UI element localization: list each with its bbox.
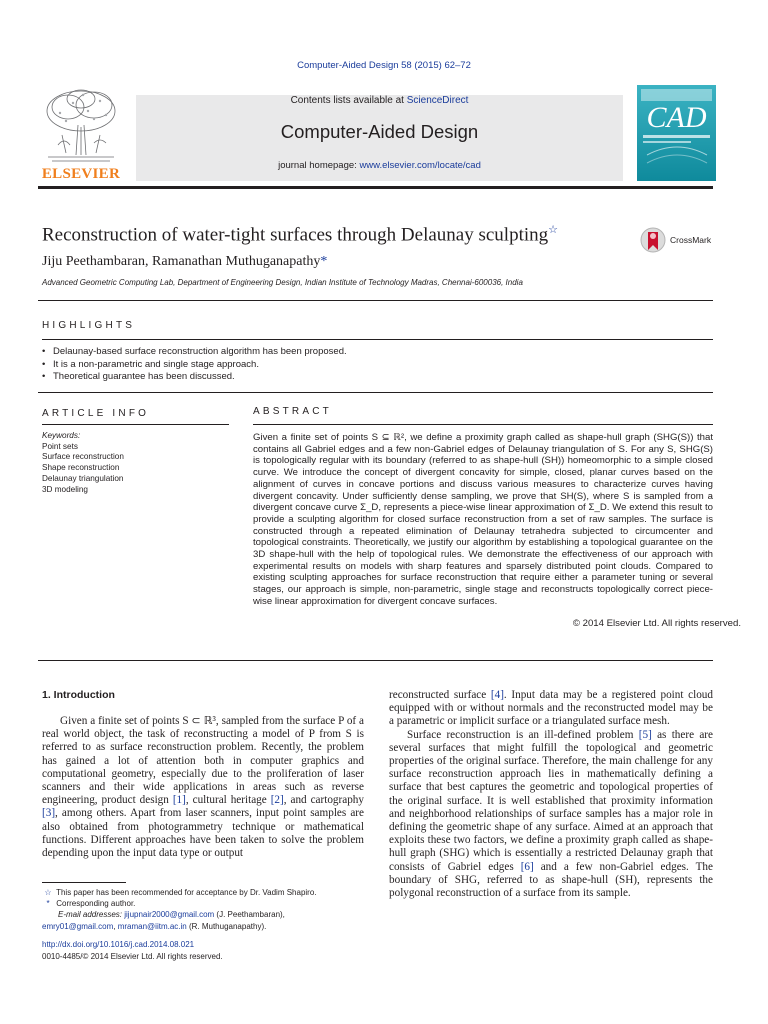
abstract-bottom-rule xyxy=(38,660,713,661)
elsevier-logo xyxy=(38,85,124,183)
abstract-text: Given a finite set of points S ⊆ ℝ², we define a proximity graph called as shape-hull graph (SHG(S)) that contains all Gabriel edges and a few non-Gabriel edges of Delaunay triangulation of S. For any S, SHG(S) is topologically regular with its boundary (referred to as shape-hull (SH)) homeomorphic to a simple closed curve. We introduce the concept of divergent concavity for simple, closed, planar curves based on the alignment of curves in concave portions and discuss various measures to characterize curves having divergent concavity. Under sufficiently dense sampling, we prove that SH(S), where S is sampled from a divergent concave curve Σ_D, represents a piece-wise linear approximation of Σ_D. We extend this result to provide a sculpting algorithm for closed surface reconstruction from a set of raw samples. The surface is constructed through a repeated elimination of Delaunay tetrahedra subjected to circumcenter and topological constraints. Theoretically, we justify our algorithm by establishing a topological guarantee on the 3D shape-hull with the help of topological rules. We demonstrate the effectiveness of our approach with experimental results on models with sharp features and sparsely distributed point clouds. Compared to existing sculpting approaches for surface reconstruction that require either a parameter tuning or several stages, our approach is simple, non-parametric, single stage and reconstructs topologically correct piece-wise linear approximation for divergent concave surfaces. xyxy=(253,432,713,607)
bullet-icon: • xyxy=(42,346,46,357)
reference-link[interactable]: [1] xyxy=(172,794,186,807)
body-column-right xyxy=(389,689,713,900)
journal-cover xyxy=(637,85,716,181)
title-footnote-marker[interactable]: ☆ xyxy=(548,224,559,236)
highlight-item: • It is a non-parametric and single stage approach. xyxy=(42,358,259,370)
doi-link[interactable]: http://dx.doi.org/10.1016/j.cad.2014.08.021 xyxy=(42,940,195,949)
header-rule xyxy=(38,186,713,189)
highlights-list xyxy=(42,346,712,384)
crossmark-icon xyxy=(640,226,666,254)
abstract-copyright: © 2014 Elsevier Ltd. All rights reserved. xyxy=(572,618,741,629)
sciencedirect-link[interactable]: ScienceDirect xyxy=(406,95,469,106)
journal-homepage-line xyxy=(136,160,623,171)
footnote-symbol: * xyxy=(46,899,50,909)
footnote-emails: E-mail addresses: jijupnair2000@gmail.com (J. Peethambaran), xyxy=(58,910,285,920)
reference-link[interactable]: [3] xyxy=(42,807,56,820)
reference-link[interactable]: [4] xyxy=(490,689,504,701)
keyword: Point sets xyxy=(42,441,78,451)
highlight-item: • Delaunay-based surface reconstruction algorithm has been proposed. xyxy=(42,346,347,357)
footnotes xyxy=(42,887,372,932)
body-column-left xyxy=(42,715,364,860)
highlights-rule xyxy=(42,339,713,340)
authors xyxy=(42,254,327,270)
article-info-rule xyxy=(42,424,229,425)
crossmark-label: CrossMark xyxy=(670,235,712,245)
keywords-label: Keywords: xyxy=(42,431,81,440)
keywords xyxy=(42,431,232,495)
crossmark-badge[interactable] xyxy=(640,226,720,254)
abstract-rule xyxy=(253,424,713,425)
paper-title xyxy=(42,223,558,246)
highlight-item: • Theoretical guarantee has been discussed. xyxy=(42,371,235,382)
section-heading-introduction: 1. Introduction xyxy=(42,689,115,701)
tree-icon xyxy=(38,85,124,165)
highlights-bottom-rule xyxy=(38,392,713,393)
journal-masthead xyxy=(136,95,623,181)
bullet-icon: • xyxy=(42,358,46,370)
bullet-icon: • xyxy=(42,371,46,382)
keyword: 3D modeling xyxy=(42,484,88,494)
footnote-emails-cont: emry01@gmail.com, mraman@iitm.ac.in (R. Muthuganapathy). xyxy=(42,921,267,931)
reference-link[interactable]: [5] xyxy=(638,728,652,741)
keyword: Shape reconstruction xyxy=(42,463,120,473)
article-info-heading: ARTICLE INFO xyxy=(42,408,150,419)
contents-line xyxy=(136,95,623,106)
keyword: Delaunay triangulation xyxy=(42,473,124,483)
email-link[interactable]: jijupnair2000@gmail.com xyxy=(124,910,215,920)
abstract-heading: ABSTRACT xyxy=(253,406,332,417)
author-names: Jiju Peethambaran, Ramanathan Muthuganapathy xyxy=(42,254,321,269)
title-rule xyxy=(38,300,713,301)
reference-link[interactable]: [2] xyxy=(270,794,284,807)
paragraph: Given a finite set of points S ⊂ ℝ³, sampled from the surface P of a real world object, the task of reconstructing a model of P from S is referred to as surface reconstruction problem. Recently, the problem has gained a lot of attention both in computer graphics and computational geometry, especially due to the proliferation of laser scanners and their wide applications in areas such as reverse engineering, product design [1], cultural heritage [2], and cartography [3], among others. Apart from laser scanners, input point samples are also obtained from photogrammetry technique or mathematical functions. Different approaches have been taken to solve the problem depending upon the input data type or output xyxy=(42,715,364,860)
author-footnote-marker[interactable]: * xyxy=(320,254,328,269)
publisher-name: ELSEVIER xyxy=(41,166,121,182)
email-link[interactable]: emry01@gmail.com xyxy=(42,921,114,931)
journal-name: Computer-Aided Design xyxy=(280,121,479,142)
homepage-prefix: journal homepage: xyxy=(278,160,360,171)
journal-citation[interactable]: Computer-Aided Design 58 (2015) 62–72 xyxy=(297,60,471,71)
footnote: ☆ This paper has been recommended for acceptance by Dr. Vadim Shapiro. xyxy=(42,887,372,898)
keyword: Surface reconstruction xyxy=(42,452,124,462)
cover-title: CAD xyxy=(646,101,707,134)
reference-link[interactable]: [6] xyxy=(520,860,534,873)
footnote-rule xyxy=(42,882,126,883)
paragraph: reconstructed surface [4]. Input data may be a registered point cloud equipped with or without normals and the reconstructed model may be a parametric or implicit surface or a triangulated surface mesh. xyxy=(389,689,713,728)
email-link[interactable]: mraman@iitm.ac.in xyxy=(117,921,187,931)
title-text: Reconstruction of water-tight surfaces through Delaunay sculpting xyxy=(42,224,549,246)
highlights-heading: HIGHLIGHTS xyxy=(42,320,136,331)
contents-prefix: Contents lists available at xyxy=(290,95,407,106)
affiliation: Advanced Geometric Computing Lab, Department of Engineering Design, Indian Institute of Technology Madras, Chennai-600036, India xyxy=(42,278,523,287)
journal-homepage-link[interactable]: www.elsevier.com/locate/cad xyxy=(359,160,481,171)
footnote-symbol: ☆ xyxy=(44,888,52,897)
paragraph: Surface reconstruction is an ill-defined problem [5] as there are several surfaces that might fulfill the topological and geometric properties of the original surface. Therefore, the main challenge for any surface reconstruction approach lies in mathematically defining a surface that best captures the geometric and topological properties of the original surface. It is well established that proximity information and neighborhood relationships of surface samples has a major role in defining the geometric shape of any surface. Aimed at an approach that exploits these two factors, we define a proximity graph called as shape-hull graph (SHG) which is essentially a restricted Delaunay graph that consists of Gabriel edges [6] and a few non-Gabriel edges. The boundary of SHG, referred to as shape-hull (SH), represents the polygonal reconstruction of a surface from its sample. xyxy=(389,728,713,900)
issn-line: 0010-4485/© 2014 Elsevier Ltd. All rights reserved. xyxy=(42,952,223,961)
footnote: * Corresponding author. xyxy=(42,898,372,909)
